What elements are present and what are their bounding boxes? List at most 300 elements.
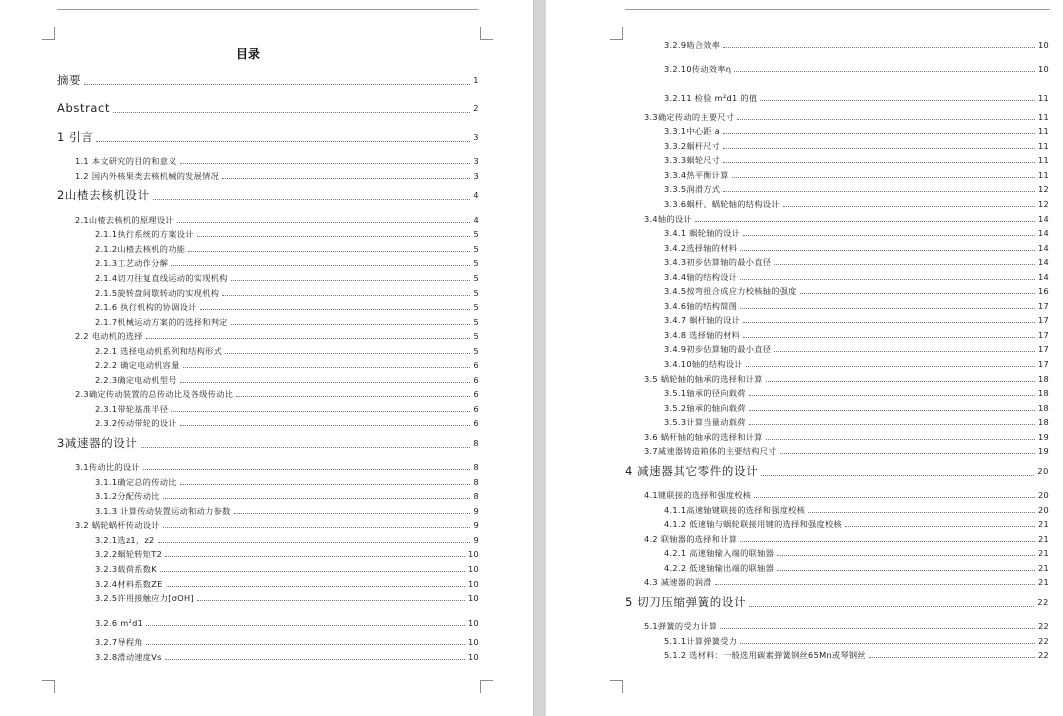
toc-entry[interactable] [95,346,479,356]
toc-entry-title: 2.1.3工艺动作分解 [95,258,169,268]
toc-entry[interactable] [664,286,1049,296]
dot-leader [146,644,465,645]
toc-list [546,0,1063,716]
toc-page-number: 3 [473,132,479,142]
dot-leader [800,293,1035,294]
toc-page-number: 11 [1037,126,1049,136]
toc-page-number: 10 [467,618,479,628]
dot-leader [143,469,471,470]
toc-entry-title: 3.5.2轴承的轴向载荷 [664,403,746,413]
dot-leader [177,222,471,223]
dot-leader [222,178,470,179]
toc-entry-title: 3.1.1确定总的传动比 [95,477,177,487]
toc-page-number: 6 [473,360,479,370]
page-gap-divider [533,0,547,716]
dot-leader [743,337,1035,338]
dot-leader [723,191,1035,192]
dot-leader [180,163,471,164]
toc-entry-title: 4.2.2 低速轴输出端的联轴器 [664,563,775,573]
toc-entry-title: 2.2 电动机的选择 [75,331,143,341]
toc-entry[interactable] [664,40,1049,50]
toc-page-number: 5 [473,288,479,298]
toc-page-number: 20 [1037,490,1049,500]
toc-page-number: 8 [473,462,479,472]
dot-leader [766,439,1035,440]
toc-entry-title: 2.1.2山楂去核机的功能 [95,244,186,254]
toc-page-number: 21 [1037,548,1049,558]
toc-entry[interactable] [95,491,479,501]
toc-entry[interactable] [95,404,479,414]
dot-leader [780,453,1035,454]
dot-leader [141,447,471,448]
dot-leader [774,264,1035,265]
toc-page-number: 9 [473,506,479,516]
dot-leader [749,395,1035,396]
toc-entry-title: 3.6 蜗杆轴的轴承的选择和计算 [644,432,763,442]
dot-leader [158,542,471,543]
toc-entry-title: 3.4轴的设计 [644,214,692,224]
toc-entry-title: 2.2.2 确定电动机容量 [95,360,180,370]
toc-entry[interactable] [57,436,479,450]
dot-leader [740,308,1035,309]
toc-page-number: 5 [473,273,479,283]
toc-entry-title: 3.1.2分配传动比 [95,491,160,501]
toc-entry[interactable] [75,215,479,225]
toc-entry-title: 3.2.8滑动速度Vs [95,652,162,662]
toc-entry[interactable] [95,288,479,298]
toc-page-number: 18 [1037,417,1049,427]
toc-entry[interactable] [95,244,479,254]
toc-entry-title: 2.1.5旋转盘间歇转动的实现机构 [95,288,220,298]
toc-entry[interactable] [664,93,1049,103]
toc-entry[interactable] [75,156,479,166]
toc-page-number: 3 [473,156,479,166]
dot-leader [754,497,1035,498]
toc-entry-title: 3.4.6轴的结构简图 [664,301,738,311]
dot-leader [749,606,1034,607]
toc-entry[interactable] [644,621,1049,631]
toc-entry[interactable] [95,506,479,516]
dot-leader [743,322,1035,323]
toc-entry-title: 3.3确定传动的主要尺寸 [644,112,735,122]
dot-leader [715,584,1035,585]
toc-entry-title: 3.4.8 选择轴的材料 [664,330,741,340]
dot-leader [783,206,1035,207]
toc-page-number: 17 [1037,315,1049,325]
toc-page-number: 5 [473,317,479,327]
dot-leader [760,100,1035,101]
dot-leader [869,657,1035,658]
dot-leader [808,512,1035,513]
toc-entry-title: 4 减速器其它零件的设计 [625,464,759,478]
toc-page-number: 18 [1037,374,1049,384]
dot-leader [746,366,1035,367]
document-page-right [546,0,1063,716]
toc-entry[interactable] [664,141,1049,151]
dot-leader [740,279,1035,280]
toc-entry[interactable] [664,636,1049,646]
toc-page-number: 22 [1037,650,1049,660]
toc-entry[interactable] [664,228,1049,238]
toc-page-number: 10 [467,564,479,574]
toc-entry-title: 3.2.6 m²d1 [95,618,144,628]
toc-page-number: 6 [473,404,479,414]
toc-entry[interactable] [95,564,479,574]
toc-entry[interactable] [644,446,1049,456]
toc-title: 目录 [235,47,260,61]
toc-entry-title: 3.2 蜗轮蜗杆传动设计 [75,520,160,530]
toc-page-number: 21 [1037,519,1049,529]
toc-page-number: 6 [473,389,479,399]
dot-leader [774,351,1035,352]
toc-entry-title: 3.4.10轴的结构设计 [664,359,743,369]
toc-entry-title: 3.3.6蜗杆、蜗轮轴的结构设计 [664,199,780,209]
toc-entry-title: 3.3.4热平衡计算 [664,170,729,180]
toc-entry[interactable] [664,126,1049,136]
toc-page-number: 4 [473,215,479,225]
toc-page-number: 5 [473,258,479,268]
dot-leader [160,571,465,572]
dot-leader [200,309,471,310]
toc-page-number: 22 [1037,597,1049,607]
dot-leader [166,586,465,587]
dot-leader [749,410,1035,411]
toc-entry[interactable] [644,490,1049,500]
toc-page-number: 11 [1037,93,1049,103]
toc-page-number: 21 [1037,577,1049,587]
toc-page-number: 10 [467,549,479,559]
toc-entry[interactable] [664,199,1049,209]
toc-page-number: 10 [467,593,479,603]
toc-entry[interactable] [75,462,479,472]
toc-entry[interactable] [95,637,479,647]
dot-leader [153,199,471,200]
toc-entry-title: 4.2.1 高速轴输入端的联轴器 [664,548,775,558]
toc-page-number: 18 [1037,388,1049,398]
toc-page-number: 14 [1037,214,1049,224]
toc-entry[interactable] [664,344,1049,354]
toc-page-number: 8 [473,477,479,487]
dot-leader [146,625,465,626]
toc-entry[interactable] [95,535,479,545]
dot-leader [163,527,471,528]
toc-entry[interactable] [75,520,479,530]
toc-entry[interactable] [75,331,479,341]
toc-page-number: 12 [1037,184,1049,194]
toc-entry-title: 3.1.3 计算传动装置运动和动力参数 [95,506,231,516]
toc-page-number: 18 [1037,403,1049,413]
toc-entry[interactable] [95,229,479,239]
toc-page-number: 8 [473,438,479,448]
toc-entry[interactable] [644,577,1049,587]
dot-leader [749,424,1035,425]
toc-entry-title: 2.3.1带轮基准半径 [95,404,169,414]
dot-leader [197,600,465,601]
dot-leader [761,475,1034,476]
toc-entry-title: 3.2.10传动效率η [664,64,732,74]
toc-page-number: 12 [1037,199,1049,209]
dot-leader [165,556,465,557]
dot-leader [231,280,471,281]
toc-entry[interactable] [664,170,1049,180]
dot-leader [188,251,470,252]
toc-entry-title: 3.7减速器铸造箱体的主要结构尺寸 [644,446,777,456]
dot-leader [766,381,1035,382]
toc-entry-title: 3.2.5许用接触应力[σOH] [95,593,194,603]
toc-entry-title: 3.3.2蜗杆尺寸 [664,141,721,151]
dot-leader [146,338,471,339]
toc-page-number: 5 [473,229,479,239]
toc-page-number: 4 [473,190,479,200]
toc-entry[interactable] [625,595,1049,609]
dot-leader [734,71,1035,72]
dot-leader [743,235,1035,236]
toc-entry-title: 5.1.1计算弹簧受力 [664,636,738,646]
toc-entry[interactable] [664,330,1049,340]
toc-entry-title: 1.2 国内外核果类去核机械的发展情况 [75,171,220,181]
dot-leader [740,541,1035,542]
toc-page-number: 5 [473,244,479,254]
toc-entry-title: 1 引言 [57,130,94,144]
dot-leader [732,177,1035,178]
toc-page-number: 17 [1037,301,1049,311]
toc-entry[interactable] [95,477,479,487]
toc-entry[interactable] [95,579,479,589]
toc-entry[interactable] [664,505,1049,515]
toc-page-number: 19 [1037,432,1049,442]
toc-page-number: 21 [1037,534,1049,544]
dot-leader [180,425,471,426]
toc-entry-title: 3.4.5按弯扭合成应力校核轴的强度 [664,286,797,296]
toc-entry-title: 2.1.1执行系统的方案设计 [95,229,194,239]
dot-leader [183,367,471,368]
toc-entry-title: 3.2.9啮合效率 [664,40,721,50]
dot-leader [777,570,1035,571]
toc-page-number: 8 [473,491,479,501]
toc-page-number: 9 [473,520,479,530]
toc-entry[interactable] [664,403,1049,413]
toc-entry[interactable] [664,64,1049,74]
dot-leader [84,84,470,85]
toc-entry-title: 1.1 本文研究的目的和意义 [75,156,177,166]
toc-entry-title: 2山楂去核机设计 [57,188,150,202]
dot-leader [96,141,470,142]
toc-entry[interactable] [95,418,479,428]
toc-entry[interactable] [664,243,1049,253]
toc-entry-title: 4.2 联轴器的选择和计算 [644,534,738,544]
dot-leader [723,47,1035,48]
toc-entry-title: 3.2.11 检验 m²d1 的值 [664,93,758,103]
toc-entry[interactable] [95,652,479,662]
toc-entry[interactable] [664,301,1049,311]
toc-page-number: 14 [1037,272,1049,282]
dot-leader [737,119,1035,120]
dot-leader [740,643,1035,644]
toc-entry-title: 2.1.6 执行机构的协调设计 [95,302,197,312]
dot-leader [234,513,471,514]
toc-entry-title: 摘要 [57,73,82,87]
dot-leader [171,411,470,412]
toc-entry[interactable] [75,389,479,399]
toc-page-number: 6 [473,375,479,385]
dot-leader [236,396,470,397]
toc-entry-title: 3.5.1轴承的径向载荷 [664,388,746,398]
toc-page-number: 11 [1037,141,1049,151]
toc-page-number: 1 [473,75,479,85]
toc-page-number: 10 [467,637,479,647]
dot-leader [777,555,1035,556]
toc-page-number: 11 [1037,112,1049,122]
dot-leader [222,295,470,296]
toc-page-number: 17 [1037,330,1049,340]
toc-entry-title: 2.2.3确定电动机型号 [95,375,177,385]
toc-entry[interactable] [664,417,1049,427]
toc-page-number: 5 [473,302,479,312]
toc-page-number: 5 [473,346,479,356]
toc-entry[interactable] [664,257,1049,267]
toc-entry[interactable] [664,184,1049,194]
dot-leader [723,148,1035,149]
toc-entry-title: 3.4.4轴的结构设计 [664,272,738,282]
toc-page-number: 10 [1037,64,1049,74]
dot-leader [180,484,471,485]
toc-page-number: 10 [1037,40,1049,50]
dot-leader [197,236,471,237]
toc-entry[interactable] [664,519,1049,529]
toc-entry[interactable] [664,563,1049,573]
toc-entry[interactable] [95,273,479,283]
toc-entry[interactable] [664,315,1049,325]
toc-page-number: 20 [1037,505,1049,515]
dot-leader [740,250,1035,251]
toc-entry[interactable] [95,549,479,559]
toc-entry[interactable] [644,374,1049,384]
toc-entry[interactable] [664,272,1049,282]
dot-leader [113,112,470,113]
toc-entry-title: 3.4.1 蜗轮轴的设计 [664,228,741,238]
toc-page-number: 10 [467,652,479,662]
toc-entry-title: 4.1键联接的选择和强度校核 [644,490,752,500]
toc-entry-title: 3.3.3蜗轮尺寸 [664,155,721,165]
toc-page-number: 5 [473,331,479,341]
toc-entry-title: 3.4.9初步估算轴的最小直径 [664,344,772,354]
dot-leader [723,162,1035,163]
toc-entry[interactable] [95,618,479,628]
dot-leader [165,659,465,660]
toc-entry-title: 2.1山楂去核机的原理设计 [75,215,174,225]
toc-entry[interactable] [644,112,1049,122]
toc-page-number: 22 [1037,621,1049,631]
toc-page-number: 21 [1037,563,1049,573]
toc-entry-title: 3.5 蜗轮轴的轴承的选择和计算 [644,374,763,384]
toc-entry[interactable] [664,548,1049,558]
dot-leader [720,628,1035,629]
toc-entry[interactable] [75,171,479,181]
toc-page-number: 11 [1037,155,1049,165]
toc-entry-title: 3减速器的设计 [57,436,138,450]
dot-leader [225,353,470,354]
toc-entry-title: 3.3.5润滑方式 [664,184,721,194]
toc-entry-title: 2.1.4切刀往复直线运动的实现机构 [95,273,228,283]
toc-page-number: 6 [473,418,479,428]
toc-page-number: 19 [1037,446,1049,456]
toc-entry-title: 5 切刀压缩弹簧的设计 [625,595,747,609]
dot-leader [723,133,1035,134]
toc-entry-title: Abstract [57,101,111,115]
toc-entry-title: 3.3.1中心距 a [664,126,721,136]
toc-entry[interactable] [57,188,479,202]
toc-entry-title: 3.2.4材料系数ZE [95,579,163,589]
toc-entry-title: 3.2.1选z1，z2 [95,535,155,545]
toc-page-number: 11 [1037,170,1049,180]
toc-entry-title: 3.5.3计算当量动载荷 [664,417,746,427]
toc-entry[interactable] [95,302,479,312]
toc-entry[interactable] [95,258,479,268]
toc-entry[interactable] [644,214,1049,224]
dot-leader [163,498,471,499]
toc-entry-title: 3.4.7 蜗杆轴的设计 [664,315,741,325]
toc-entry[interactable] [664,359,1049,369]
toc-entry-title: 2.3确定传动装置的总传动比及各级传动比 [75,389,234,399]
toc-entry-title: 2.1.7机械运动方案的的选择和判定 [95,317,228,327]
toc-entry[interactable] [644,432,1049,442]
toc-entry[interactable] [95,317,479,327]
toc-entry[interactable] [625,464,1049,478]
dot-leader [845,526,1035,527]
dot-leader [171,265,470,266]
toc-entry-title: 3.4.2选择轴的材料 [664,243,738,253]
dot-leader [231,324,471,325]
toc-entry-title: 4.3 减速器的润滑 [644,577,712,587]
toc-entry-title: 3.4.3初步估算轴的最小直径 [664,257,772,267]
toc-entry-title: 3.2.3载荷系数K [95,564,157,574]
toc-entry[interactable] [57,73,479,87]
toc-entry-title: 3.2.2蜗轮转矩T2 [95,549,163,559]
toc-page-number: 14 [1037,243,1049,253]
toc-page-number: 14 [1037,257,1049,267]
toc-page-number: 20 [1037,466,1049,476]
toc-entry[interactable] [95,360,479,370]
toc-page-number: 16 [1037,286,1049,296]
toc-page-number: 10 [467,579,479,589]
toc-entry[interactable] [644,534,1049,544]
dot-leader [180,382,471,383]
toc-entry-title: 3.1传动比的设计 [75,462,140,472]
toc-entry[interactable] [57,101,479,115]
toc-page-number: 2 [473,103,479,113]
toc-entry-title: 3.2.7导程角 [95,637,143,647]
toc-entry[interactable] [664,650,1049,660]
toc-page-number: 22 [1037,636,1049,646]
toc-page-number: 17 [1037,359,1049,369]
toc-entry-title: 4.1.2 低速轴与蜗轮联接用键的选择和强度校核 [664,519,843,529]
toc-entry[interactable] [664,155,1049,165]
toc-entry[interactable] [664,388,1049,398]
toc-page-number: 17 [1037,344,1049,354]
toc-entry-title: 2.3.2传动带轮的设计 [95,418,177,428]
toc-entry[interactable] [95,375,479,385]
toc-page-number: 3 [473,171,479,181]
dot-leader [695,221,1035,222]
toc-entry[interactable] [95,593,479,603]
toc-entry-title: 5.1.2 选材料：一般选用碳素弹簧钢丝65Mn或琴钢丝 [664,650,866,660]
toc-page-number: 9 [473,535,479,545]
toc-page-number: 14 [1037,228,1049,238]
toc-entry-title: 2.2.1 选择电动机系列和结构形式 [95,346,223,356]
toc-entry-title: 5.1弹簧的受力计算 [644,621,718,631]
toc-entry-title: 4.1.1高速轴键联接的选择和强度校核 [664,505,806,515]
toc-entry[interactable] [57,130,479,144]
